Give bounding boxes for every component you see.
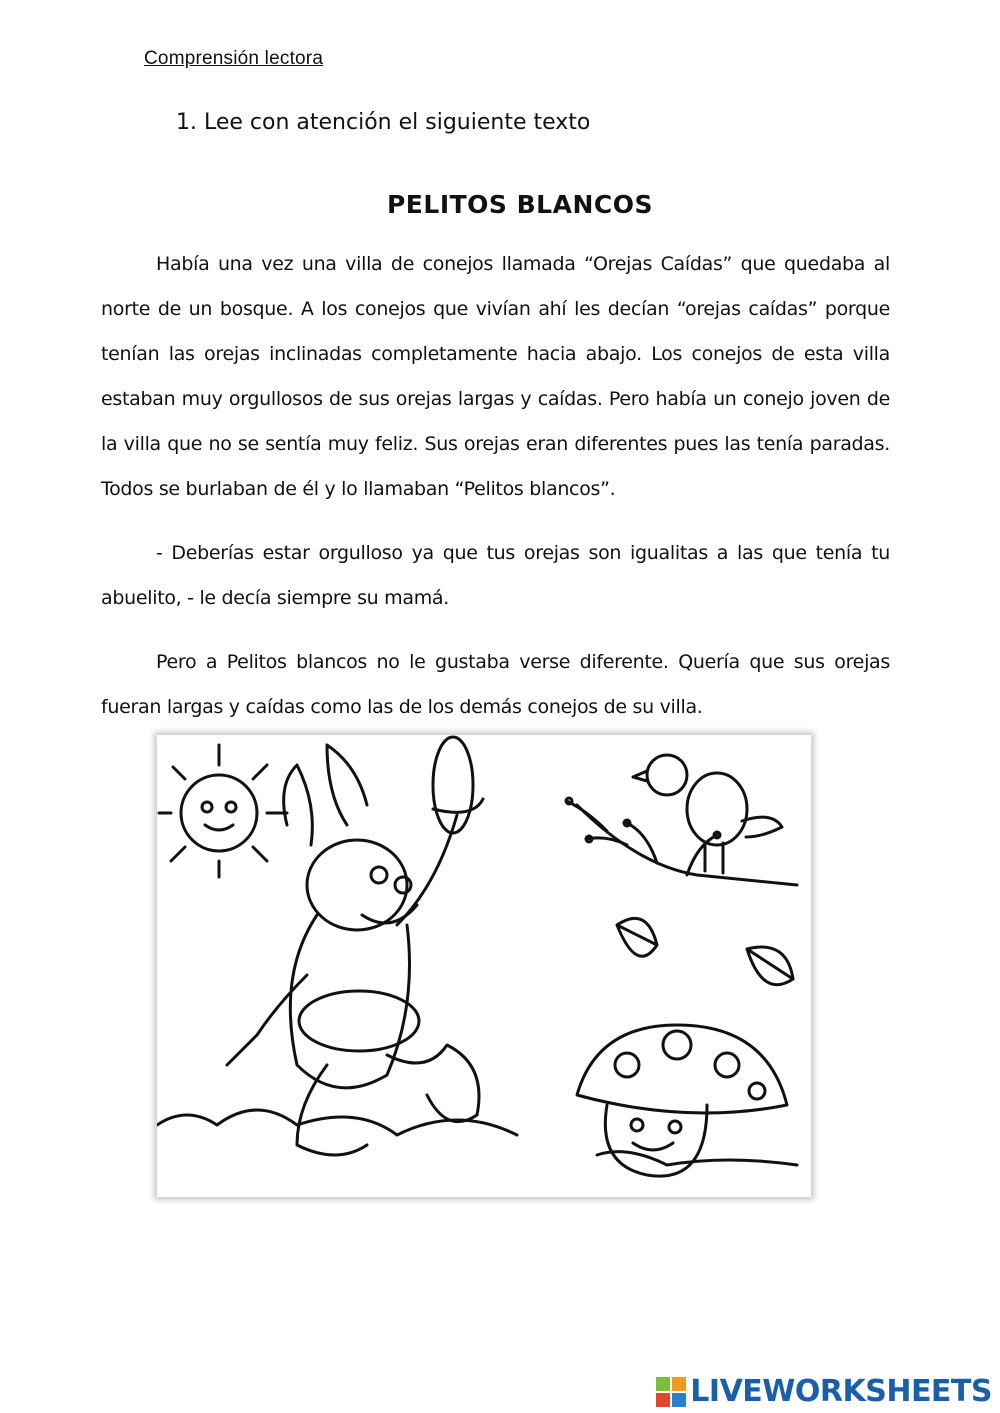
story-title: PELITOS BLANCOS xyxy=(386,190,653,219)
instruction-text: 1. Lee con atención el siguiente texto xyxy=(176,110,591,135)
mushroom-icon xyxy=(577,1025,797,1176)
story-illustration xyxy=(157,735,811,1197)
paragraph-text: Había una vez una villa de conejos llamada “Orejas Caídas” que quedaba al norte de un bosque. A los conejos que vivían ahí les decían “orejas caídas” porque tenían las orejas inclinadas completamente hacia abajo. Los conejos de esta villa estaban muy orgullosos de sus orejas largas y caídas. Pero había un conejo joven de la villa que no se sentía muy feliz. Sus orejas eran diferentes pues las tenía paradas. Todos se burlaban de él y lo llamaban “Pelitos blancos”. xyxy=(101,253,890,500)
section-title: Comprensión lectora xyxy=(144,48,324,69)
sun-icon xyxy=(159,745,287,877)
paragraph-text: Pero a Pelitos blancos no le gustaba verse diferente. Quería que sus orejas fueran largas y caídas como las de los demás conejos de su villa. xyxy=(101,651,890,718)
story-paragraph-3 xyxy=(101,640,890,730)
leaf-icon xyxy=(617,918,793,984)
logo-icon xyxy=(656,1377,686,1407)
liveworksheets-logo xyxy=(656,1374,992,1409)
branch-icon xyxy=(566,798,797,885)
rabbit-icon xyxy=(157,737,517,1155)
paragraph-text: - Deberías estar orgulloso ya que tus orejas son igualitas a las que tenía tu abuelito, - le decía siempre su mamá. xyxy=(101,542,890,609)
illustration-drawing xyxy=(157,735,811,1197)
story-paragraph-1 xyxy=(101,242,890,512)
story-paragraph-2 xyxy=(101,531,890,621)
brand-name: LIVEWORKSHEETS xyxy=(690,1374,992,1409)
